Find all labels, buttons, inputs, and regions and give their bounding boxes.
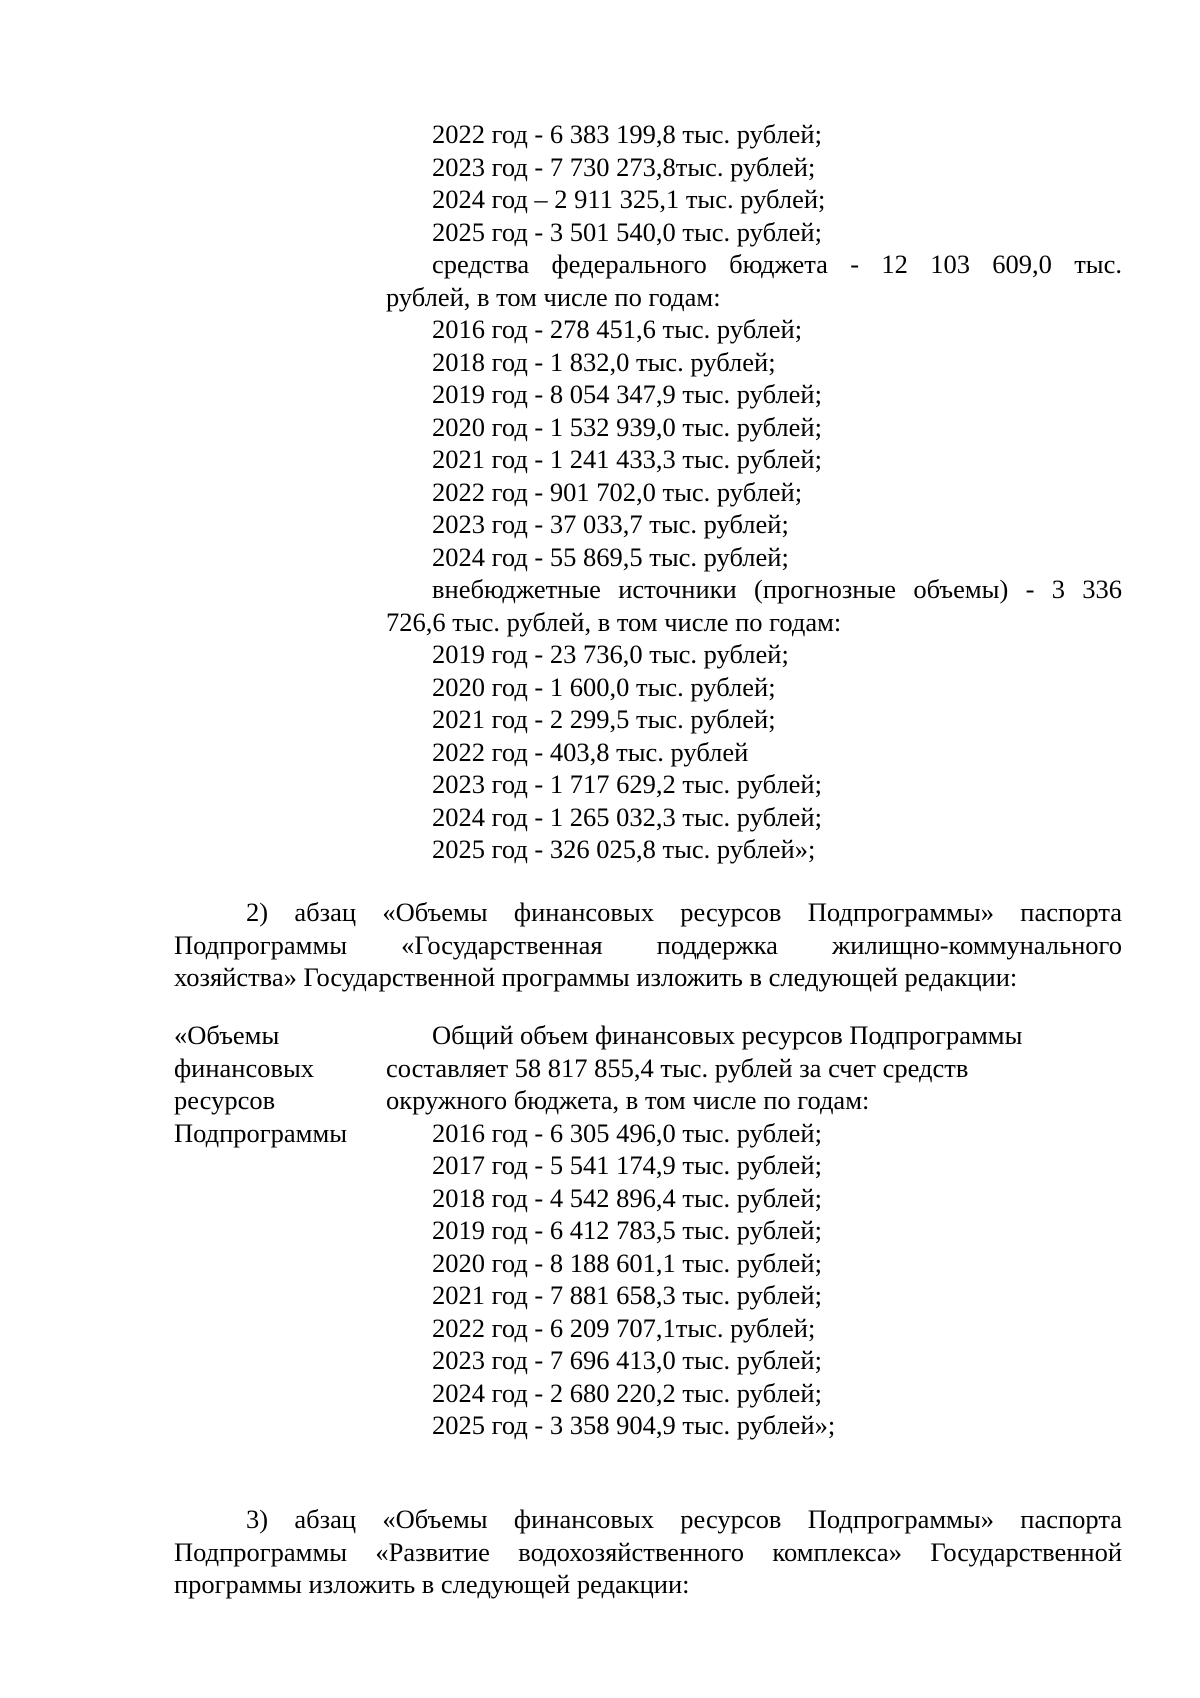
paragraph-2-line-2: Подпрограммы «Государственная поддержка жилищно-коммунального <box>174 929 1122 960</box>
federal-budget-line-cont: рублей, в том числе по годам: <box>386 281 721 312</box>
federal-budget-line: средства федерального бюджета - 12 103 609,0 тыс. <box>432 249 1122 279</box>
paragraph-2-line-1: 2) абзац «Объемы финансовых ресурсов Подпрограммы» паспорта <box>246 897 1122 927</box>
label-line: финансовых <box>174 1052 315 1083</box>
intro-line-3: окружного бюджета, в том числе по годам: <box>386 1085 870 1115</box>
paragraph-3-line-1: 3) абзац «Объемы финансовых ресурсов Подпрограммы» паспорта <box>246 1504 1122 1534</box>
year-amount-line: 2018 год - 4 542 896,4 тыс. рублей; <box>432 1182 822 1213</box>
year-amount-line: 2025 год - 3 501 540,0 тыс. рублей; <box>432 216 822 247</box>
year-amount-line: 2022 год - 6 209 707,1тыс. рублей; <box>432 1312 816 1343</box>
intro-line-1: Общий объем финансовых ресурсов Подпрограммы <box>432 1020 1023 1050</box>
paragraph-3-line-3: программы изложить в следующей редакции: <box>174 1569 690 1599</box>
year-amount-line: 2018 год - 1 832,0 тыс. рублей; <box>432 346 776 377</box>
year-amount-line: 2022 год - 901 702,0 тыс. рублей; <box>432 476 803 507</box>
paragraph-3 <box>174 1503 1122 1601</box>
paragraph-3-line-2: Подпрограммы «Развитие водохозяйственного комплекса» Государственной <box>174 1536 1122 1567</box>
year-amount-line: 2023 год - 1 717 629,2 тыс. рублей; <box>432 769 822 799</box>
label-line: ресурсов <box>174 1085 276 1115</box>
year-amount-line: 2023 год - 37 033,7 тыс. рублей; <box>432 509 789 539</box>
year-amount-line: 2021 год - 7 881 658,3 тыс. рублей; <box>432 1280 822 1310</box>
year-amount-line: 2016 год - 278 451,6 тыс. рублей; <box>432 314 803 344</box>
year-amount-line: 2024 год – 2 911 325,1 тыс. рублей; <box>432 184 826 214</box>
paragraph-2 <box>174 896 1122 994</box>
year-amount-line: 2019 год - 23 736,0 тыс. рублей; <box>432 639 789 669</box>
year-amount-line: 2019 год - 6 412 783,5 тыс. рублей; <box>432 1215 822 1245</box>
year-amount-line: 2021 год - 2 299,5 тыс. рублей; <box>432 704 776 734</box>
year-amount-line: 2020 год - 8 188 601,1 тыс. рублей; <box>432 1247 822 1278</box>
extrabudget-line-cont: 726,6 тыс. рублей, в том числе по годам: <box>386 606 842 637</box>
year-amount-line: 2024 год - 2 680 220,2 тыс. рублей; <box>432 1377 822 1408</box>
year-amount-line: 2020 год - 1 532 939,0 тыс. рублей; <box>432 411 822 442</box>
year-amount-line: 2022 год - 403,8 тыс. рублей <box>432 736 749 767</box>
year-amount-line: 2017 год - 5 541 174,9 тыс. рублей; <box>432 1150 822 1180</box>
year-amount-line: 2021 год - 1 241 433,3 тыс. рублей; <box>432 444 822 474</box>
paragraph-2-line-3: хозяйства» Государственной программы изложить в следующей редакции: <box>174 962 1018 992</box>
year-amount-line: 2025 год - 3 358 904,9 тыс. рублей»; <box>432 1410 836 1440</box>
funding-list-continued <box>386 118 1122 866</box>
year-amount-line: 2024 год - 55 869,5 тыс. рублей; <box>432 541 789 572</box>
year-amount-line: 2023 год - 7 696 413,0 тыс. рублей; <box>432 1345 822 1375</box>
year-amount-line: 2019 год - 8 054 347,9 тыс. рублей; <box>432 379 822 409</box>
year-amount-line: 2025 год - 326 025,8 тыс. рублей»; <box>432 834 816 864</box>
label-line: Подпрограммы <box>174 1117 348 1148</box>
funding-table-value <box>386 1019 1122 1442</box>
label-line: «Объемы <box>174 1020 280 1050</box>
funding-table-label <box>174 1019 374 1149</box>
year-amount-line: 2024 год - 1 265 032,3 тыс. рублей; <box>432 801 822 832</box>
extrabudget-line: внебюджетные источники (прогнозные объемы) - 3 336 <box>432 574 1122 604</box>
year-amount-line: 2023 год - 7 730 273,8тыс. рублей; <box>432 151 816 182</box>
year-amount-line: 2022 год - 6 383 199,8 тыс. рублей; <box>432 119 822 149</box>
year-amount-line: 2020 год - 1 600,0 тыс. рублей; <box>432 671 776 702</box>
year-amount-line: 2016 год - 6 305 496,0 тыс. рублей; <box>432 1117 822 1148</box>
intro-line-2: составляет 58 817 855,4 тыс. рублей за счет средств <box>386 1052 969 1083</box>
